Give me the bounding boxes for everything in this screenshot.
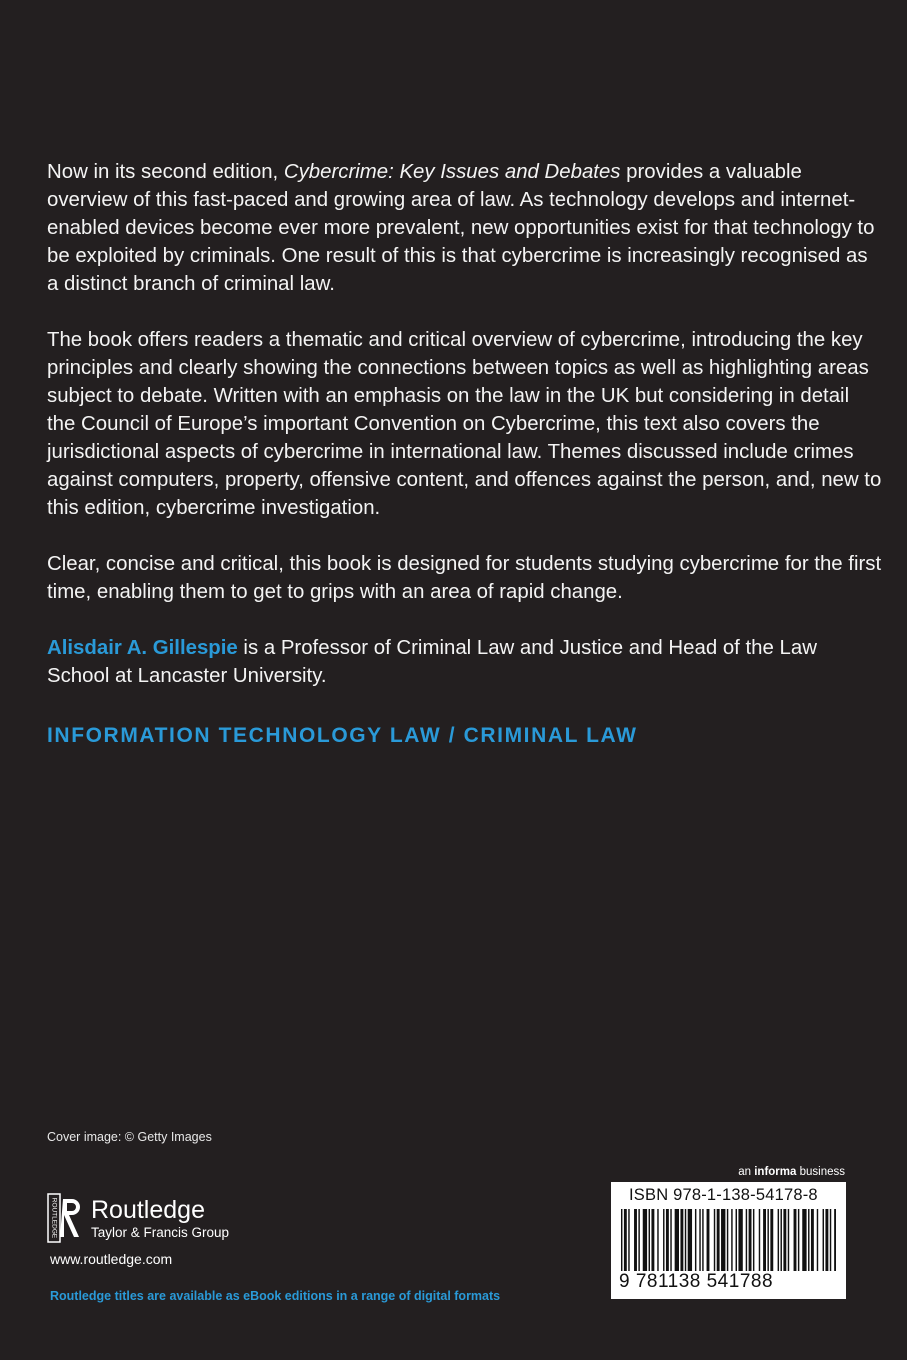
- barcode-bar: [808, 1209, 809, 1271]
- barcode-bar: [763, 1209, 766, 1271]
- barcode-bar: [643, 1209, 647, 1271]
- publisher-name: Routledge: [91, 1195, 205, 1224]
- author-bio-text: is a Professor of Criminal Law and Justice and Head of the Law School at Lancaster University.: [47, 637, 817, 687]
- author-name: Alisdair A. Gillespie: [47, 637, 238, 659]
- barcode-bar: [825, 1209, 828, 1271]
- barcode-bar: [624, 1209, 627, 1271]
- barcode-bar: [707, 1209, 710, 1271]
- barcode-bar: [657, 1209, 658, 1271]
- barcode-bar: [666, 1209, 669, 1271]
- barcode-bar: [811, 1209, 814, 1271]
- blurb-paragraph-1: [47, 158, 882, 298]
- blurb-p1-body: provides a valuable overview of this fast-paced and growing area of law. As technology develops and internet-enabled devices become ever more prevalent, new opportunities exist for that technology to be exploited by criminals. One result of this is that cybercrime is increasingly recognised as a distinct branch of criminal law.: [47, 161, 875, 295]
- barcode-bar: [685, 1209, 686, 1271]
- barcode-bar: [788, 1209, 789, 1271]
- author-bio: [47, 634, 882, 690]
- informa-business-tag: [738, 1166, 845, 1178]
- back-cover-blurb: [47, 158, 882, 718]
- informa-bold: informa: [754, 1166, 797, 1178]
- barcode-bar: [749, 1209, 752, 1271]
- barcode-bar: [783, 1209, 786, 1271]
- barcode-bar: [746, 1209, 747, 1271]
- cover-image-credit: Cover image: © Getty Images: [47, 1130, 212, 1144]
- barcode-bar: [621, 1209, 622, 1271]
- barcode-bar: [802, 1209, 806, 1271]
- barcode-bar: [834, 1209, 836, 1271]
- barcode-bar: [753, 1209, 754, 1271]
- barcode-bar: [738, 1209, 742, 1271]
- barcode-bar: [634, 1209, 637, 1271]
- blurb-paragraph-2: The book offers readers a thematic and critical overview of cybercrime, introducing the key principles and clearly showing the connections between topics as well as highlighting areas subject to debate. Written with an emphasis on the law in the UK but considering in detail the Council of Europe’s important Convention on Cybercrime, this text also covers the jurisdictional aspects of cybercrime in international law. Themes discussed include crimes against computers, property, offensive content, and offences against the person, and, new to this edition, cybercrime investigation.: [47, 329, 882, 519]
- barcode-bar: [767, 1209, 768, 1271]
- book-title-italic: Cybercrime: Key Issues and Debates: [283, 161, 621, 183]
- publisher-group: Taylor & Francis Group: [91, 1224, 230, 1240]
- barcode-bar: [781, 1209, 782, 1271]
- barcode-bar: [736, 1209, 737, 1271]
- barcode-bar: [688, 1209, 692, 1271]
- barcode-bar: [680, 1209, 683, 1271]
- barcode-bar: [714, 1209, 715, 1271]
- ebook-availability-note: Routledge titles are available as eBook editions in a range of digital formats: [50, 1289, 501, 1303]
- blurb-paragraph-3: Clear, concise and critical, this book is designed for students studying cybercrime for the first time, enabling them to get to grips with an area of rapid change.: [47, 553, 882, 603]
- barcode-bar: [721, 1209, 725, 1271]
- barcode-bar: [798, 1209, 799, 1271]
- blurb-p1-intro: Now in its second edition,: [47, 161, 284, 183]
- barcode-bar: [651, 1209, 654, 1271]
- barcode-icon: [621, 1209, 836, 1271]
- barcode-bar: [702, 1209, 703, 1271]
- barcode-bar: [770, 1209, 773, 1271]
- barcode-bar: [699, 1209, 700, 1271]
- barcode-bar: [628, 1209, 629, 1271]
- routledge-r-logo-icon: [47, 1193, 83, 1243]
- barcode-bar: [670, 1209, 671, 1271]
- barcode-bar: [830, 1209, 831, 1271]
- barcode-bar: [727, 1209, 728, 1271]
- barcode-bar: [717, 1209, 720, 1271]
- barcode-bar: [675, 1209, 679, 1271]
- subject-category: INFORMATION TECHNOLOGY LAW / CRIMINAL LAW: [47, 724, 638, 747]
- publisher-website: www.routledge.com: [50, 1251, 173, 1267]
- barcode-bar: [649, 1209, 650, 1271]
- barcode-bar: [695, 1209, 696, 1271]
- barcode-bar: [663, 1209, 664, 1271]
- barcode-bar: [759, 1209, 760, 1271]
- barcode-bar: [638, 1209, 639, 1271]
- barcode-bar: [778, 1209, 779, 1271]
- barcode-bar: [731, 1209, 732, 1271]
- informa-post: business: [796, 1166, 845, 1178]
- logo-vertical-wordmark: ROUTLEDGE: [50, 1197, 58, 1239]
- barcode-bar: [817, 1209, 818, 1271]
- informa-pre: an: [738, 1166, 755, 1178]
- barcode-bar: [794, 1209, 797, 1271]
- barcode-bar: [823, 1209, 824, 1271]
- routledge-logo: [47, 1193, 229, 1243]
- isbn-barcode-box: [611, 1182, 846, 1299]
- barcode-digits: 9 781138 541788: [619, 1271, 774, 1292]
- isbn-label: ISBN 978-1-138-54178-8: [629, 1186, 818, 1204]
